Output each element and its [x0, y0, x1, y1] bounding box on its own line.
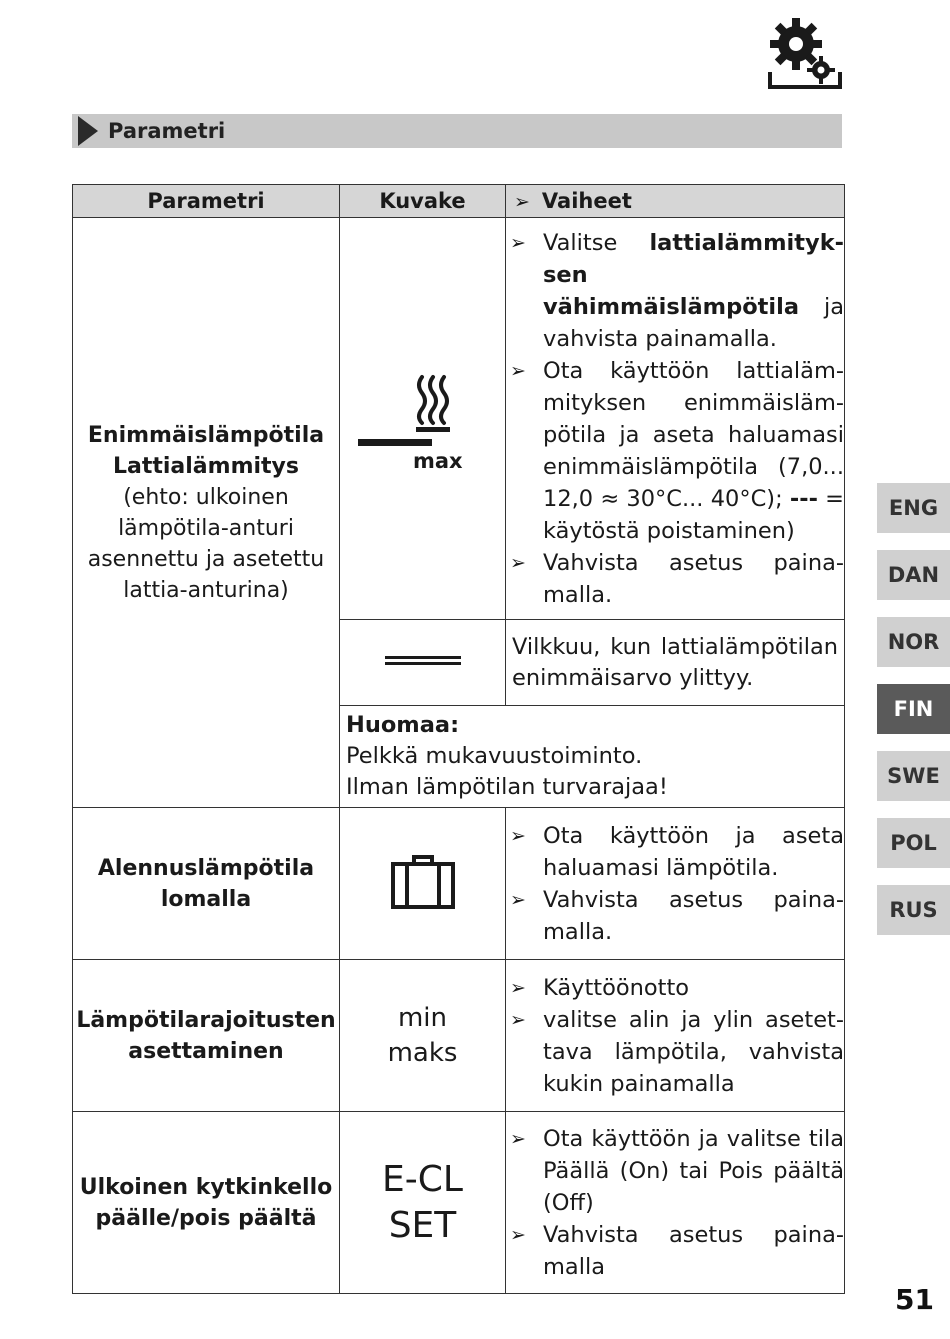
steps-holiday [506, 808, 845, 960]
param-max-temp: Enimmäislämpötila Lattialämmitys (ehto: ulkoinen lämpötila-anturi asennettu ja asetettu lattia-anturina) [73, 218, 340, 808]
table-header-row [73, 185, 845, 218]
list-item: ➢ Valitse lattialämmityksen vähimmäislämpötila ja vahvista painamalla. [506, 227, 844, 355]
lang-tab-swe[interactable]: SWE [877, 751, 950, 801]
header-parameter: Parametri [73, 185, 340, 218]
list-item: ➢ Ota käyttöön ja valitse tila Päällä (On) tai Pois päältä (Off) [506, 1123, 844, 1219]
parameter-table [72, 184, 845, 1294]
lang-tab-rus[interactable]: RUS [877, 885, 950, 935]
max-label: max [413, 448, 463, 473]
floor-limit-blink-icon [340, 620, 506, 706]
table-row [73, 960, 845, 1112]
table-row [73, 808, 845, 960]
lang-tab-dan[interactable]: DAN [877, 550, 950, 600]
list-item: ➢ Vahvista asetus painamalla [506, 1219, 844, 1283]
table-row [73, 1112, 845, 1294]
lang-tab-fin[interactable]: FIN [877, 684, 950, 734]
suitcase-icon [340, 808, 506, 960]
play-triangle-icon [78, 116, 98, 146]
list-item: ➢ Vahvista asetus painamalla. [506, 884, 844, 948]
param-holiday: Alennuslämpötila lomalla [73, 808, 340, 960]
param-external-clock: Ulkoinen kytkinkello päälle/pois päältä [73, 1112, 340, 1294]
min-max-icon: min maks [340, 960, 506, 1112]
ecl-set-icon: E-CL SET [340, 1112, 506, 1294]
header-icon: Kuvake [340, 185, 506, 218]
list-item: ➢ Ota käyttöön ja aseta haluamasi lämpötila. [506, 820, 844, 884]
param-limits: Lämpötilarajoitusten asettaminen [73, 960, 340, 1112]
lang-tab-nor[interactable]: NOR [877, 617, 950, 667]
settings-gear-icon [766, 14, 844, 92]
page-number: 51 [895, 1283, 934, 1316]
section-title: Parametri [108, 119, 226, 143]
list-item: ➢ Vahvista asetus painamalla. [506, 547, 844, 611]
language-tabs [877, 483, 950, 952]
steps-limits [506, 960, 845, 1112]
list-item: ➢ Ota käyttöön lattialämmityksen enimmäislämpötila ja aseta haluamasi enimmäislämpötila (7,0... 12,0 ≈ 30°C... 40°C); --- = käytöstä poistaminen) [506, 355, 844, 547]
list-item: ➢ valitse alin ja ylin asetettava lämpötila, vahvista kukin painamalla [506, 1004, 844, 1100]
table-row [73, 218, 845, 620]
lang-tab-pol[interactable]: POL [877, 818, 950, 868]
section-header [72, 114, 842, 148]
blink-text: Vilkkuu, kun lattialämpötilan enimmäisarvo ylittyy. [506, 620, 845, 706]
list-item: ➢ Käyttöönotto [506, 972, 844, 1004]
steps-external-clock [506, 1112, 845, 1294]
steps-max-temp [506, 218, 845, 620]
lang-tab-eng[interactable]: ENG [877, 483, 950, 533]
note: Huomaa: Pelkkä mukavuustoiminto. Ilman lämpötilan turvarajaa! [340, 706, 845, 808]
floor-heating-max-icon [340, 218, 506, 620]
header-steps: ➢ Vaiheet [506, 185, 845, 218]
